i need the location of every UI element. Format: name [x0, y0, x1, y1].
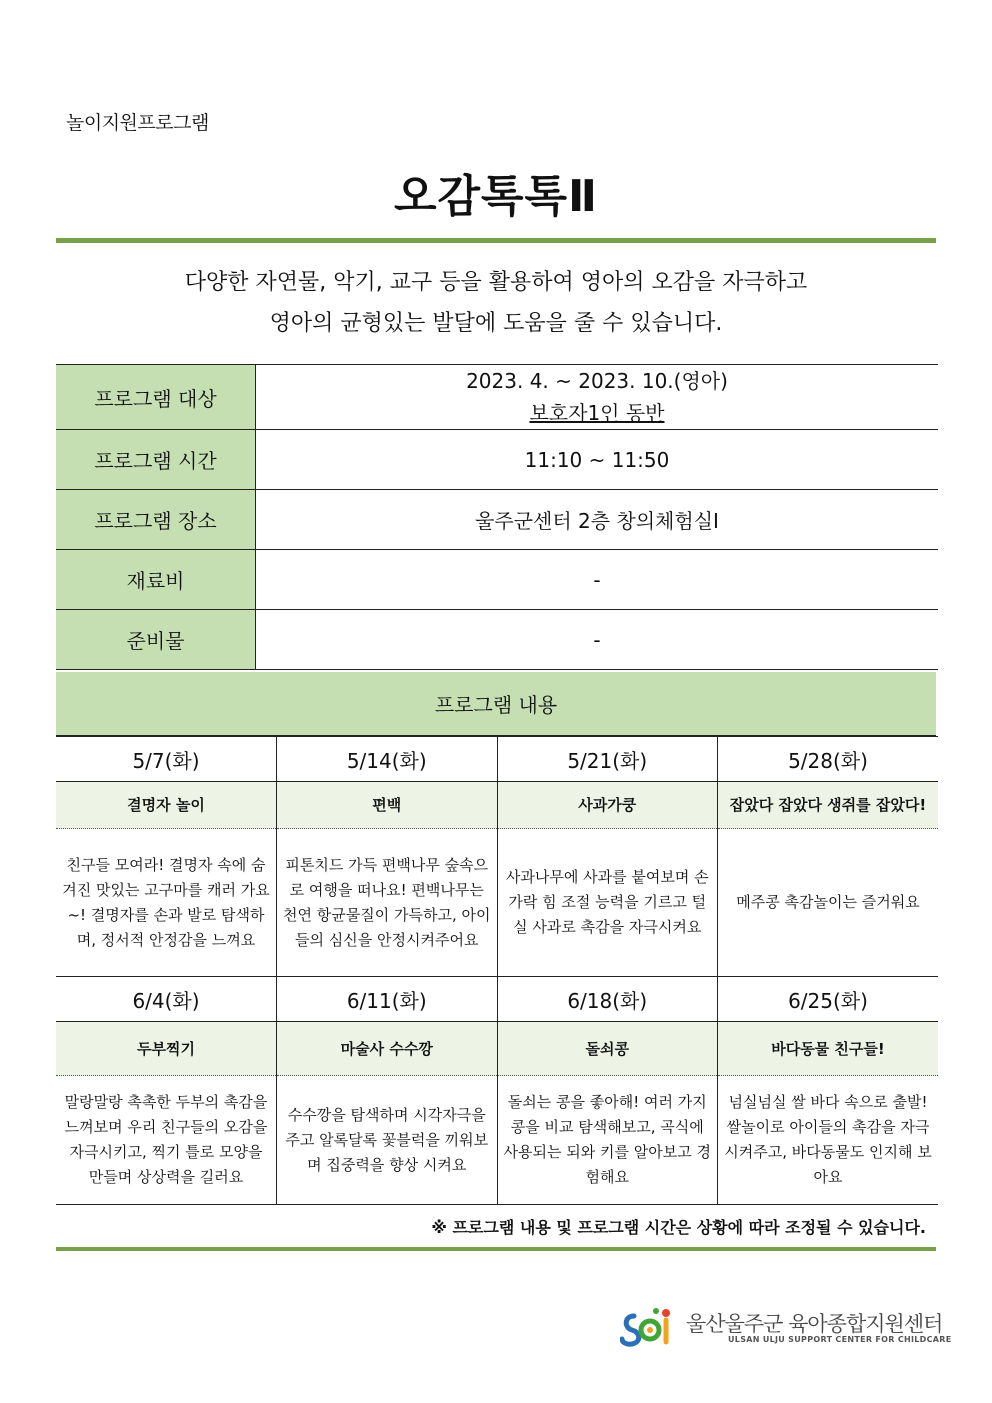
footer-divider	[56, 1247, 936, 1251]
supplies-value: -	[256, 610, 939, 670]
target-value	[256, 365, 939, 430]
page-title: 오감톡톡Ⅱ	[394, 171, 598, 222]
title-divider	[56, 238, 936, 243]
schedule-table	[56, 736, 938, 1205]
time-label: 프로그램 시간	[56, 430, 256, 490]
session-date: 6/11(화)	[277, 977, 498, 1022]
activity-description: 넘실넘실 쌀 바다 속으로 출발! 쌀놀이로 아이들의 촉감을 자극 시켜주고, 바다동물도 인지해 보아요	[718, 1076, 939, 1205]
info-row-time	[56, 430, 938, 490]
info-row-fee	[56, 550, 938, 610]
center-name-english: ULSAN ULJU SUPPORT CENTER FOR CHILDCARE	[728, 1335, 952, 1344]
place-label: 프로그램 장소	[56, 490, 256, 550]
session-date: 5/14(화)	[277, 737, 498, 782]
session-date: 5/7(화)	[56, 737, 277, 782]
target-period: 2023. 4. ~ 2023. 10.(영아)	[466, 369, 728, 393]
schedule-note: ※ 프로그램 내용 및 프로그램 시간은 상황에 따라 조정될 수 있습니다.	[431, 1218, 926, 1237]
activity-description: 친구들 모여라! 결명자 속에 숨겨진 맛있는 고구마를 캐러 가요~! 결명자를 손과 발로 탐색하며, 정서적 안정감을 느껴요	[56, 829, 277, 977]
date-row	[56, 737, 938, 782]
activity-name: 잡았다 잡았다 생쥐를 잡았다!	[718, 782, 939, 829]
info-row-supplies	[56, 610, 938, 670]
fee-label: 재료비	[56, 550, 256, 610]
center-logo-icon	[620, 1306, 676, 1352]
activity-name: 사과가쿵	[497, 782, 718, 829]
center-name-korean: 울산울주군 육아종합지원센터	[686, 1312, 943, 1336]
activity-description: 돌쇠는 콩을 좋아해! 여러 가지 콩을 비교 탐색해보고, 곡식에 사용되는 되와 키를 알아보고 경험해요	[497, 1076, 718, 1205]
session-date: 6/4(화)	[56, 977, 277, 1022]
session-date: 6/25(화)	[718, 977, 939, 1022]
activity-name: 바다동물 친구들!	[718, 1022, 939, 1076]
program-info-table	[56, 364, 938, 670]
activity-description: 피톤치드 가득 편백나무 숲속으로 여행을 떠나요! 편백나무는 천연 항균물질이 가득하고, 아이들의 심신을 안정시켜주어요	[277, 829, 498, 977]
program-category: 놀이지원프로그램	[66, 112, 209, 134]
session-date: 5/28(화)	[718, 737, 939, 782]
activity-description: 사과나무에 사과를 붙여보며 손가락 힘 조절 능력을 기르고 털실 사과로 촉감을 자극시켜요	[497, 829, 718, 977]
activity-description-row	[56, 829, 938, 977]
center-logo	[620, 1306, 952, 1352]
supplies-label: 준비물	[56, 610, 256, 670]
session-date: 5/21(화)	[497, 737, 718, 782]
date-row	[56, 977, 938, 1022]
target-label: 프로그램 대상	[56, 365, 256, 430]
session-date: 6/18(화)	[497, 977, 718, 1022]
activity-name: 편백	[277, 782, 498, 829]
time-value: 11:10 ~ 11:50	[256, 430, 939, 490]
activity-name: 두부찍기	[56, 1022, 277, 1076]
info-row-place	[56, 490, 938, 550]
intro-line: 다양한 자연물, 악기, 교구 등을 활용하여 영아의 오감을 자극하고	[184, 270, 808, 295]
activity-name: 결명자 놀이	[56, 782, 277, 829]
activity-description-row	[56, 1076, 938, 1205]
fee-value: -	[256, 550, 939, 610]
info-row-target	[56, 365, 938, 430]
program-content-heading: 프로그램 내용	[56, 672, 936, 736]
activity-name: 돌쇠콩	[497, 1022, 718, 1076]
intro-line: 영아의 균형있는 발달에 도움을 줄 수 있습니다.	[269, 311, 723, 336]
activity-description: 말랑말랑 촉촉한 두부의 촉감을 느껴보며 우리 친구들의 오감을 자극시키고, 찍기 틀로 모양을 만들며 상상력을 길러요	[56, 1076, 277, 1205]
place-value: 울주군센터 2층 창의체험실Ⅰ	[256, 490, 939, 550]
activity-name-row	[56, 782, 938, 829]
activity-name-row	[56, 1022, 938, 1076]
activity-name: 마술사 수수깡	[277, 1022, 498, 1076]
activity-description: 메주콩 촉감놀이는 즐거워요	[718, 829, 939, 977]
activity-description: 수수깡을 탐색하며 시각자극을 주고 알록달록 꽃블럭을 끼워보며 집중력을 향상 시켜요	[277, 1076, 498, 1205]
target-companion: 보호자1인 동반	[529, 401, 665, 425]
intro-text	[0, 262, 992, 344]
